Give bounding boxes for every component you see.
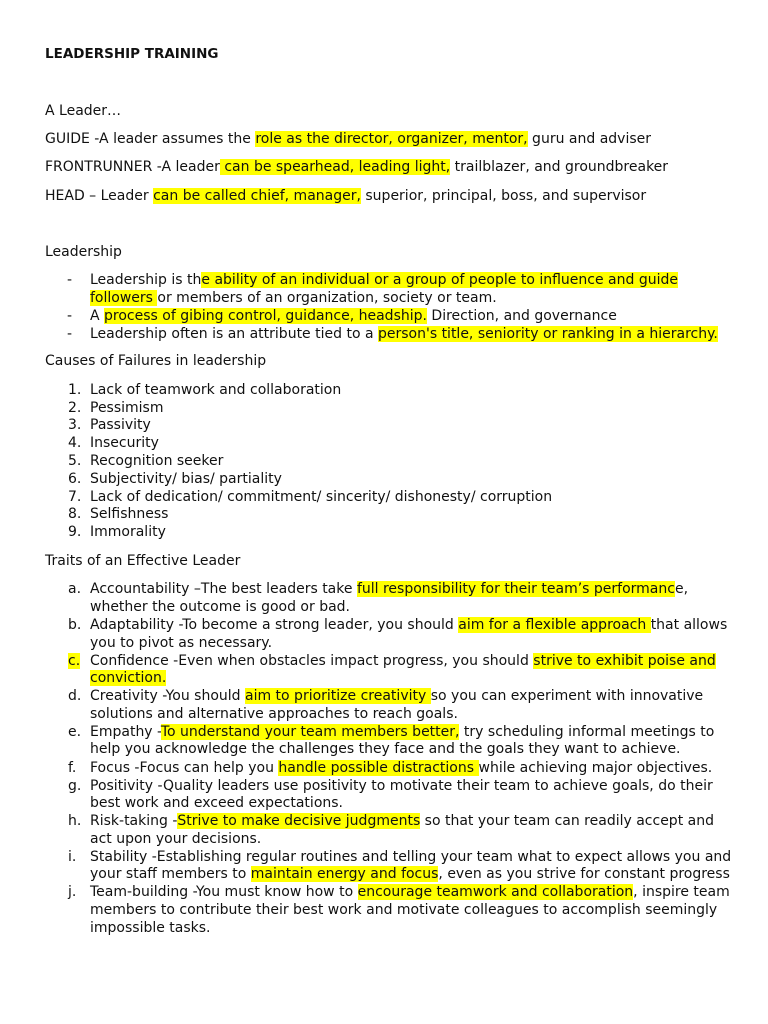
leader-definition-guide [45, 130, 651, 148]
list-number: 7. [68, 489, 82, 505]
list-letter: f. [68, 760, 77, 776]
trait-text: members to contribute their best work and motivate colleagues to accomplish seemingly [90, 902, 718, 918]
leader-definition-head [45, 187, 646, 205]
leadership-bullet-1-line-2 [90, 289, 497, 307]
trait-highlight: strive to exhibit poise and [533, 653, 716, 669]
trait-highlight: To understand your team members better, [160, 724, 460, 740]
trait-highlight: full responsibility for their team’s performanc [356, 581, 675, 597]
bullet-highlight: person's title, seniority or ranking in a hierarchy. [377, 326, 718, 342]
bullet-highlight: process of gibing control, guidance, headship. [104, 308, 427, 324]
bullet-text: or members of an organization, society or team. [157, 290, 497, 306]
failure-item: Recognition seeker [90, 453, 224, 469]
bullet-text: Leadership is th [90, 272, 202, 288]
list-letter: i. [68, 849, 77, 865]
trait-text: Risk-taking - [90, 813, 178, 829]
trait-adaptability [90, 616, 727, 634]
trait-team-building [90, 883, 730, 901]
list-number: 9. [68, 524, 82, 540]
bullet-marker: - [67, 308, 73, 324]
trait-text: your staff members to [90, 866, 251, 882]
document-title: LEADERSHIP TRAINING [45, 46, 219, 62]
list-letter [68, 652, 80, 670]
leader-intro: A Leader… [45, 103, 122, 119]
trait-highlight: handle possible distractions [278, 760, 479, 776]
trait-text: Empathy - [90, 724, 161, 740]
list-letter: d. [68, 688, 82, 704]
failures-heading: Causes of Failures in leadership [45, 353, 267, 369]
trait-text: Adaptability -To become a strong leader, you should [90, 617, 459, 633]
trait-positivity [90, 777, 713, 795]
trait-highlight: maintain energy and focus [250, 866, 439, 882]
list-number: 2. [68, 400, 82, 416]
definition-highlight: can be called chief, manager, [153, 188, 361, 204]
trait-text: , inspire team [633, 884, 730, 900]
failure-item: Lack of teamwork and collaboration [90, 382, 342, 398]
trait-text: Team-building -You must know how to [90, 884, 358, 900]
trait-risk-taking [90, 812, 714, 830]
trait-highlight: Strive to make decisive judgments [177, 813, 421, 829]
trait-text: Focus -Focus can help you [90, 760, 279, 776]
trait-text: impossible tasks. [90, 920, 211, 936]
trait-team-building-cont [90, 901, 717, 919]
trait-creativity [90, 687, 703, 705]
list-letter: a. [68, 581, 82, 597]
trait-stability-cont [90, 865, 730, 883]
list-number: 5. [68, 453, 82, 469]
failure-item: Immorality [90, 524, 166, 540]
trait-accountability-cont [90, 598, 350, 616]
trait-text: so you can experiment with innovative [430, 688, 704, 704]
list-number: 1. [68, 382, 82, 398]
trait-text: Confidence -Even when obstacles impact progress, you should [90, 653, 534, 669]
trait-text: help you acknowledge the challenges they face and the goals they want to achieve. [90, 741, 681, 757]
definition-text: trailblazer, and groundbreaker [450, 159, 669, 175]
trait-risk-taking-cont [90, 830, 261, 848]
trait-text: solutions and alternative approaches to reach goals. [90, 706, 458, 722]
failure-item: Pessimism [90, 400, 164, 416]
definition-highlight: can be spearhead, leading light, [219, 159, 451, 175]
bullet-text: A [90, 308, 105, 324]
trait-highlight: aim to prioritize creativity [245, 688, 431, 704]
trait-positivity-cont [90, 794, 343, 812]
trait-text: you to pivot as necessary. [90, 635, 273, 651]
trait-highlight: encourage teamwork and collaboration [357, 884, 634, 900]
bullet-highlight: followers [90, 290, 158, 306]
bullet-highlight: e ability of an individual or a group of people to influence and guide [201, 272, 678, 288]
traits-heading: Traits of an Effective Leader [45, 553, 241, 569]
definition-text: HEAD – Leader [45, 188, 154, 204]
trait-text: so that your team can readily accept and [420, 813, 714, 829]
failure-item: Passivity [90, 417, 151, 433]
leadership-bullet-1-line-1 [90, 271, 678, 289]
trait-text: try scheduling informal meetings to [459, 724, 715, 740]
leadership-bullet-2 [90, 307, 617, 325]
leadership-heading: Leadership [45, 244, 122, 260]
trait-empathy [90, 723, 714, 741]
trait-text: best work and exceed expectations. [90, 795, 343, 811]
trait-text: , even as you strive for constant progress [438, 866, 730, 882]
trait-text: Accountability –The best leaders take [90, 581, 357, 597]
trait-text: Stability -Establishing regular routines and telling your team what to expect allows you and [90, 849, 732, 865]
list-letter: b. [68, 617, 82, 633]
bullet-marker: - [67, 272, 73, 288]
trait-focus [90, 759, 712, 777]
leader-definition-frontrunner [45, 158, 668, 176]
trait-stability [90, 848, 731, 866]
list-number: 6. [68, 471, 82, 487]
failure-item: Selfishness [90, 506, 169, 522]
trait-team-building-cont-2 [90, 919, 211, 937]
failure-item: Subjectivity/ bias/ partiality [90, 471, 282, 487]
list-letter: j. [68, 884, 77, 900]
trait-accountability [90, 580, 688, 598]
trait-confidence-cont [90, 669, 166, 687]
definition-text: FRONTRUNNER -A leader [45, 159, 220, 175]
trait-adaptability-cont [90, 634, 272, 652]
definition-text: superior, principal, boss, and supervisor [360, 188, 647, 204]
failure-item: Lack of dedication/ commitment/ sincerity/ dishonesty/ corruption [90, 489, 553, 505]
leadership-bullet-3 [90, 325, 718, 343]
list-letter: g. [68, 778, 82, 794]
list-number: 8. [68, 506, 82, 522]
trait-letter-highlight: c. [68, 653, 81, 669]
trait-creativity-cont [90, 705, 458, 723]
trait-confidence [90, 652, 716, 670]
trait-text: Creativity -You should [90, 688, 245, 704]
list-number: 4. [68, 435, 82, 451]
definition-text: GUIDE -A leader assumes the [45, 131, 256, 147]
bullet-text: Direction, and governance [426, 308, 617, 324]
trait-highlight: conviction. [90, 670, 167, 686]
list-number: 3. [68, 417, 82, 433]
list-letter: e. [68, 724, 82, 740]
trait-empathy-cont [90, 740, 681, 758]
definition-text: guru and adviser [527, 131, 651, 147]
trait-text: e, [674, 581, 689, 597]
trait-text: while achieving major objectives. [478, 760, 713, 776]
list-letter: h. [68, 813, 82, 829]
failure-item: Insecurity [90, 435, 159, 451]
trait-text: that allows [650, 617, 728, 633]
bullet-text: Leadership often is an attribute tied to a [90, 326, 378, 342]
trait-text: act upon your decisions. [90, 831, 262, 847]
bullet-marker: - [67, 326, 73, 342]
trait-text: whether the outcome is good or bad. [90, 599, 350, 615]
trait-highlight: aim for a flexible approach [458, 617, 651, 633]
trait-text: Positivity -Quality leaders use positivity to motivate their team to achieve goals, do their [90, 778, 713, 794]
definition-highlight: role as the director, organizer, mentor, [255, 131, 528, 147]
